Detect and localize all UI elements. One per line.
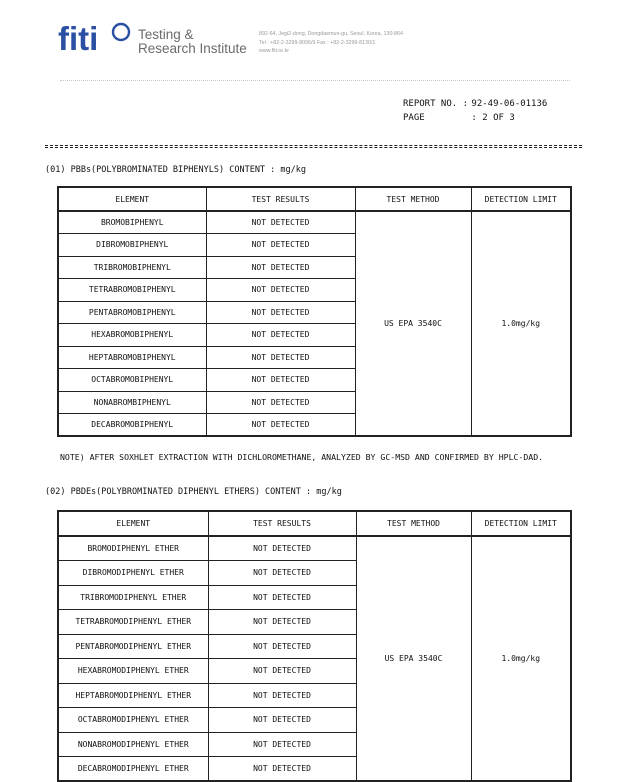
result-cell: NOT DETECTED: [206, 324, 355, 347]
element-cell: OCTABROMOBIPHENYL: [58, 369, 206, 392]
element-cell: TETRABROMODIPHENYL ETHER: [58, 610, 208, 635]
fiti-logo: [58, 22, 136, 58]
institute-name-line1: Testing &: [138, 27, 194, 42]
separator-line: [45, 147, 582, 148]
element-cell: DECABROMOBIPHENYL: [58, 414, 206, 437]
logo-circle-icon: [113, 24, 129, 40]
page-label: PAGE: [403, 113, 425, 123]
report-meta: [403, 97, 547, 125]
detection-limit-cell: 1.0mg/kg: [471, 536, 571, 781]
table-row: [58, 536, 571, 561]
test-method-cell: US EPA 3540C: [356, 536, 471, 781]
element-cell: TRIBROMODIPHENYL ETHER: [58, 585, 208, 610]
element-cell: HEXABROMOBIPHENYL: [58, 324, 206, 347]
header-divider: [60, 80, 570, 81]
table-header-row: [58, 511, 571, 536]
result-cell: NOT DETECTED: [206, 211, 355, 234]
header-test-results: TEST RESULTS: [208, 511, 356, 536]
element-cell: NONABROMODIPHENYL ETHER: [58, 732, 208, 757]
result-cell: NOT DETECTED: [208, 757, 356, 782]
header-test-results: TEST RESULTS: [206, 187, 355, 211]
header-test-method: TEST METHOD: [356, 511, 471, 536]
element-cell: BROMOBIPHENYL: [58, 211, 206, 234]
result-cell: NOT DETECTED: [206, 414, 355, 437]
result-cell: NOT DETECTED: [208, 732, 356, 757]
pbbs-results-table: [57, 186, 572, 437]
result-cell: NOT DETECTED: [208, 536, 356, 561]
element-cell: DECABROMODIPHENYL ETHER: [58, 757, 208, 782]
institute-name-line2: Research Institute: [138, 41, 247, 56]
result-cell: NOT DETECTED: [208, 683, 356, 708]
detection-limit-cell: 1.0mg/kg: [471, 211, 571, 436]
header-element: ELEMENT: [58, 511, 208, 536]
header-element: ELEMENT: [58, 187, 206, 211]
test-method-cell: US EPA 3540C: [355, 211, 471, 436]
separator-line: [45, 145, 582, 146]
result-cell: NOT DETECTED: [206, 279, 355, 302]
result-cell: NOT DETECTED: [206, 234, 355, 257]
section-title-pbbs: (01) PBBs(POLYBROMINATED BIPHENYLS) CONTENT : mg/kg: [45, 165, 306, 175]
result-cell: NOT DETECTED: [208, 610, 356, 635]
result-cell: NOT DETECTED: [206, 346, 355, 369]
element-cell: TRIBROMOBIPHENYL: [58, 256, 206, 279]
element-cell: HEXABROMODIPHENYL ETHER: [58, 659, 208, 684]
element-cell: DIBROMODIPHENYL ETHER: [58, 561, 208, 586]
result-cell: NOT DETECTED: [208, 634, 356, 659]
page-value: : 2 OF 3: [471, 113, 515, 123]
element-cell: NONABROMBIPHENYL: [58, 391, 206, 414]
result-cell: NOT DETECTED: [206, 391, 355, 414]
table-header-row: [58, 187, 571, 211]
logo-wordmark: fiti: [58, 22, 99, 57]
element-cell: DIBROMOBIPHENYL: [58, 234, 206, 257]
header-detection-limit: DETECTION LIMIT: [471, 511, 571, 536]
letterhead: [58, 22, 578, 64]
element-cell: BROMODIPHENYL ETHER: [58, 536, 208, 561]
method-note: NOTE) AFTER SOXHLET EXTRACTION WITH DICHLOROMETHANE, ANALYZED BY GC-MSD AND CONFIRMED BY HPLC-DAD.: [60, 452, 544, 462]
result-cell: NOT DETECTED: [206, 369, 355, 392]
phone-line: Tel : +82-2-3299-8006/9 Fax : +82-2-3299-8130/1: [259, 39, 376, 46]
table-row: [58, 211, 571, 234]
element-cell: PENTABROMODIPHENYL ETHER: [58, 634, 208, 659]
element-cell: PENTABROMOBIPHENYL: [58, 301, 206, 324]
institute-name: [138, 28, 247, 56]
result-cell: NOT DETECTED: [208, 659, 356, 684]
result-cell: NOT DETECTED: [206, 301, 355, 324]
result-cell: NOT DETECTED: [208, 561, 356, 586]
element-cell: TETRABROMOBIPHENYL: [58, 279, 206, 302]
result-cell: NOT DETECTED: [208, 585, 356, 610]
report-number-row: [403, 97, 547, 111]
result-cell: NOT DETECTED: [206, 256, 355, 279]
website-line: www.fiti.re.kr: [259, 48, 290, 55]
header-detection-limit: DETECTION LIMIT: [471, 187, 571, 211]
address-line: 892-64, Jegi2-dong, Dongdaemun-gu, Seoul, Korea, 130-864: [259, 31, 404, 37]
section-title-pbdes: (02) PBDEs(POLYBROMINATED DIPHENYL ETHERS) CONTENT : mg/kg: [45, 487, 342, 497]
page-row: [403, 111, 547, 125]
element-cell: OCTABROMODIPHENYL ETHER: [58, 708, 208, 733]
report-number-label: REPORT NO. :: [403, 99, 469, 109]
element-cell: HEPTABROMOBIPHENYL: [58, 346, 206, 369]
report-number-value: 92-49-06-01136: [471, 99, 548, 109]
address-block: [259, 30, 403, 56]
element-cell: HEPTABROMODIPHENYL ETHER: [58, 683, 208, 708]
header-test-method: TEST METHOD: [355, 187, 471, 211]
result-cell: NOT DETECTED: [208, 708, 356, 733]
pbdes-results-table: [57, 510, 572, 782]
